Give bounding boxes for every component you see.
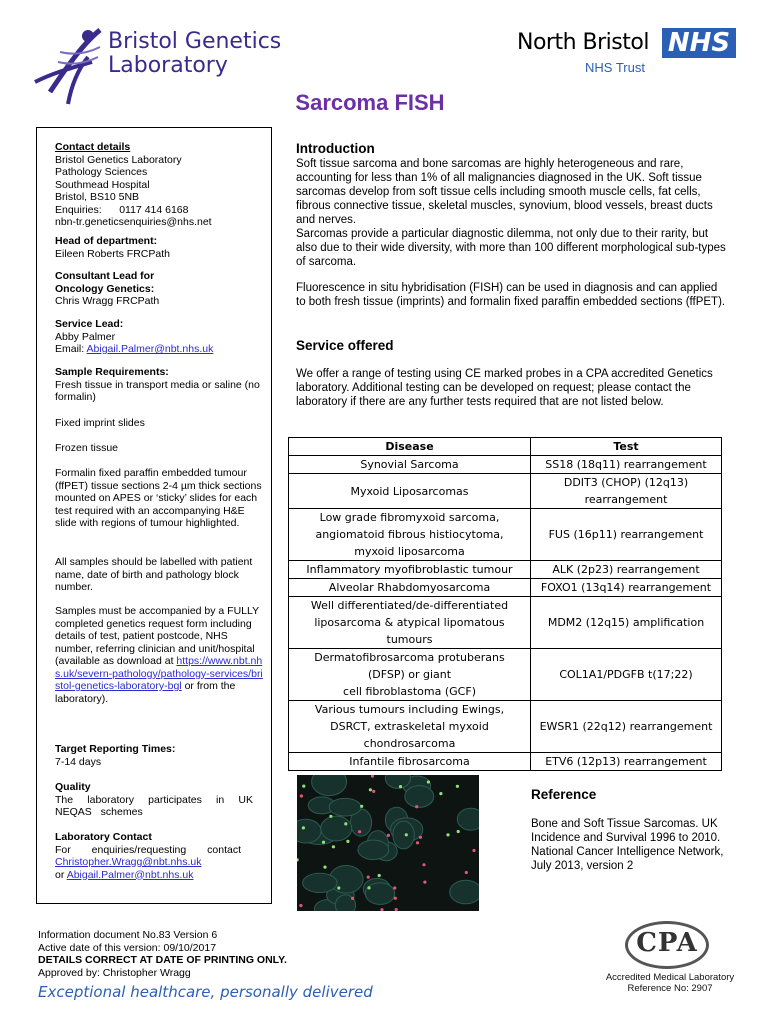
doc-info-line: Approved by: Christopher Wragg xyxy=(38,966,191,979)
quality-heading: Quality xyxy=(55,781,91,793)
target-reporting xyxy=(55,743,265,768)
contact-line: nbn-tr.geneticsenquiries@nhs.net xyxy=(55,216,212,228)
consultant-heading: Oncology Genetics: xyxy=(55,282,155,295)
sample-requirements xyxy=(55,366,265,404)
email-label: Email: xyxy=(55,343,87,355)
cpa-logo: CPA xyxy=(636,928,698,958)
disease-line: Infantile fibrosarcoma xyxy=(349,755,470,768)
laboratory-contact xyxy=(55,831,253,881)
disease-line: DSRCT, extraskeletal myxoid xyxy=(330,720,489,733)
test-line: ALK (2p23) rearrangement xyxy=(552,563,700,576)
table-row xyxy=(289,474,722,509)
disease-line: liposarcoma & atypical lipomatous xyxy=(314,616,505,629)
contact-heading: Contact details xyxy=(55,141,131,153)
contact-line: Southmead Hospital xyxy=(55,178,150,191)
table-row xyxy=(289,701,722,753)
test-cell xyxy=(531,649,722,701)
sample-item: Fixed imprint slides xyxy=(55,417,145,429)
disease-cell xyxy=(289,649,531,701)
test-line: MDM2 (12q15) amplification xyxy=(547,616,705,629)
service-heading: Service offered xyxy=(296,338,394,353)
target-value: 7-14 days xyxy=(55,755,102,768)
disease-line: Well differentiated/de-differentiated xyxy=(310,599,509,612)
service-text: We offer a range of testing using CE marked probes in a CPA accredited Genetics laboratory. Additional testing can be developed on request; please contact the laboratory if there are any further tests required that are not listed below. xyxy=(296,368,713,408)
cpa-line: Accredited Medical Laboratory xyxy=(605,972,735,983)
disease-line: tumours xyxy=(386,633,433,646)
quality-section xyxy=(55,781,253,819)
doc-info-line: Information document No.83 Version 6 xyxy=(38,929,218,941)
quality-text: The laboratory participates in UK NEQAS schemes xyxy=(55,793,253,818)
test-line: COL1A1/PDGFB t(17;22) xyxy=(559,668,693,681)
fish-microscopy-image xyxy=(297,775,479,911)
test-cell xyxy=(531,701,722,753)
table-row xyxy=(289,456,722,474)
disease-line: Various tumours including Ewings, xyxy=(314,703,505,716)
contact-line: Pathology Sciences xyxy=(55,166,148,178)
disease-cell xyxy=(289,753,531,771)
test-cell xyxy=(531,456,722,474)
intro-heading: Introduction xyxy=(296,141,375,156)
lab-contact-email-row xyxy=(55,869,253,882)
contact-line: Bristol, BS10 5NB xyxy=(55,191,140,203)
disease-cell xyxy=(289,561,531,579)
lab-contact-text: For enquiries/requesting contact xyxy=(55,843,241,856)
table-row xyxy=(289,509,722,561)
service-lead-email-link[interactable]: Abigail.Palmer@nbt.nhs.uk xyxy=(86,343,214,355)
disease-line: Inflammatory myofibroblastic tumour xyxy=(306,563,513,576)
hod-name: Eileen Roberts FRCPath xyxy=(55,247,170,260)
lab-name-line1: Bristol Genetics xyxy=(108,29,282,54)
consultant-name: Chris Wragg FRCPath xyxy=(55,295,160,307)
consultant-lead xyxy=(55,270,265,308)
head-of-department xyxy=(55,235,265,260)
document-info xyxy=(38,929,287,979)
sample-item: Formalin fixed paraffin embedded tumour (ffPET) tissue sections 2-4 µm thick sections mounted on APES or ‘sticky’ slides for each test required with an accompanying H&E slide with regions of tumour highlighted. xyxy=(55,467,262,529)
table-row xyxy=(289,561,722,579)
tests-table xyxy=(288,437,722,771)
test-line: SS18 (18q11) rearrangement xyxy=(545,458,707,471)
contact-details xyxy=(55,141,265,229)
target-heading: Target Reporting Times: xyxy=(55,743,176,755)
table-row xyxy=(289,597,722,649)
service-lead-heading: Service Lead: xyxy=(55,318,124,330)
table-row xyxy=(289,753,722,771)
test-line: ETV6 (12p13) rearrangement xyxy=(545,755,707,768)
nhs-logo: NHS xyxy=(662,28,736,58)
disease-cell xyxy=(289,456,531,474)
lab-contact-email-link[interactable]: Christopher.Wragg@nbt.nhs.uk xyxy=(55,856,202,868)
disease-line: Synovial Sarcoma xyxy=(360,458,459,471)
disease-cell xyxy=(289,509,531,561)
nhs-trust-label: NHS Trust xyxy=(585,60,645,75)
table-row xyxy=(289,649,722,701)
reference-text: Bone and Soft Tissue Sarcomas. UK Incidence and Survival 1996 to 2010. National Cancer Intelligence Network, July 2013, version 2 xyxy=(531,818,724,872)
disease-cell xyxy=(289,701,531,753)
table-row xyxy=(289,579,722,597)
disease-line: angiomatoid fibrous histiocytoma, xyxy=(315,528,504,541)
test-line: DDIT3 (CHOP) (12q13) xyxy=(563,476,689,489)
sample-item: All samples should be labelled with patient name, date of birth and pathology block number. xyxy=(55,556,253,593)
intro-para: Fluorescence in situ hybridisation (FISH) can be used in diagnosis and can applied to both fresh tissue (imprints) and formalin fixed paraffin embedded sections (ffPET). xyxy=(296,282,726,308)
disease-line: (DFSP) or giant xyxy=(367,668,452,681)
sample-item: Fresh tissue in transport media or saline (no formalin) xyxy=(55,378,260,403)
test-cell xyxy=(531,579,722,597)
sample-request-form xyxy=(55,605,265,705)
service-lead-name: Abby Palmer xyxy=(55,330,116,343)
bgl-website-link[interactable]: https://www.nbt.nhs.uk/severn-pathology/pathology-services/bristol-genetics-laboratory-bgl xyxy=(55,655,263,692)
contact-line: Bristol Genetics Laboratory xyxy=(55,153,182,166)
test-line: EWSR1 (22q12) rearrangement xyxy=(539,720,713,733)
contact-line: Enquiries: 0117 414 6168 xyxy=(55,203,189,216)
disease-line: chondrosarcoma xyxy=(363,737,456,750)
service-lead-email-row xyxy=(55,343,265,356)
test-line: rearrangement xyxy=(584,493,668,506)
lab-contact-email2-link[interactable]: Abigail.Palmer@nbt.nhs.uk xyxy=(66,868,194,881)
lab-name-line2: Laboratory xyxy=(108,53,228,78)
disease-line: Alveolar Rhabdomyosarcoma xyxy=(328,581,491,594)
disease-line: Low grade fibromyxoid sarcoma, xyxy=(319,511,500,524)
disease-line: myxoid liposarcoma xyxy=(354,545,465,558)
test-cell xyxy=(531,561,722,579)
test-cell xyxy=(531,509,722,561)
lab-name xyxy=(108,30,281,78)
disease-cell xyxy=(289,597,531,649)
lab-contact-heading: Laboratory Contact xyxy=(55,831,152,843)
test-cell xyxy=(531,597,722,649)
doc-info-line: DETAILS CORRECT AT DATE OF PRINTING ONLY. xyxy=(38,954,287,966)
disease-line: Dermatofibrosarcoma protuberans xyxy=(314,651,505,664)
reference-heading: Reference xyxy=(531,787,597,802)
sample-heading: Sample Requirements: xyxy=(55,366,169,378)
test-line: FOXO1 (13q14) rearrangement xyxy=(540,581,712,594)
intro-para: Soft tissue sarcoma and bone sarcomas are highly heterogeneous and rare, accounting for less than 1% of all malignancies diagnosed in the UK. Soft tissue sarcomas develop from soft tissue cells including smooth muscle cells, fat cells, fibrous connective tissue, skeletal muscles, synovium, blood vessels, breast ducts and nerves. xyxy=(296,158,713,226)
cpa-line: Reference No: 2907 xyxy=(627,983,713,994)
test-cell xyxy=(531,753,722,771)
column-header-disease: Disease xyxy=(289,438,531,456)
slogan: Exceptional healthcare, personally delivered xyxy=(38,983,373,1001)
page-title: Sarcoma FISH xyxy=(295,90,445,115)
tests-table-body xyxy=(289,456,722,771)
test-line: FUS (16p11) rearrangement xyxy=(548,528,704,541)
hod-heading: Head of department: xyxy=(55,235,158,247)
disease-cell xyxy=(289,474,531,509)
disease-line: Myxoid Liposarcomas xyxy=(350,484,469,498)
disease-cell xyxy=(289,579,531,597)
sample-form-text-end: or from the laboratory). xyxy=(55,680,236,705)
table-header-row xyxy=(289,438,722,456)
intro-para: Sarcomas provide a particular diagnostic dilemma, not only due to their rarity, but also due to their wide diversity, with more than 100 different morphological sub-types of sarcoma. xyxy=(296,228,726,268)
service-lead xyxy=(55,318,265,356)
doc-info-line: Active date of this version: 09/10/2017 xyxy=(38,941,217,954)
cpa-accreditation xyxy=(590,972,750,994)
sample-item: Frozen tissue xyxy=(55,442,119,454)
column-header-test: Test xyxy=(531,438,722,456)
sample-form-text: Samples must be accompanied by a FULLY completed genetics request form including details of test, patient postcode, NHS number, referring clinician and unit/hospital (available as download at xyxy=(55,605,259,667)
fish-microscopy-svg xyxy=(297,775,479,911)
consultant-heading: Consultant Lead for xyxy=(55,270,155,282)
disease-line: cell fibroblastoma (GCF) xyxy=(343,685,476,698)
or-label: or xyxy=(55,868,67,881)
test-cell xyxy=(531,474,722,509)
trust-name: North Bristol xyxy=(517,30,649,55)
